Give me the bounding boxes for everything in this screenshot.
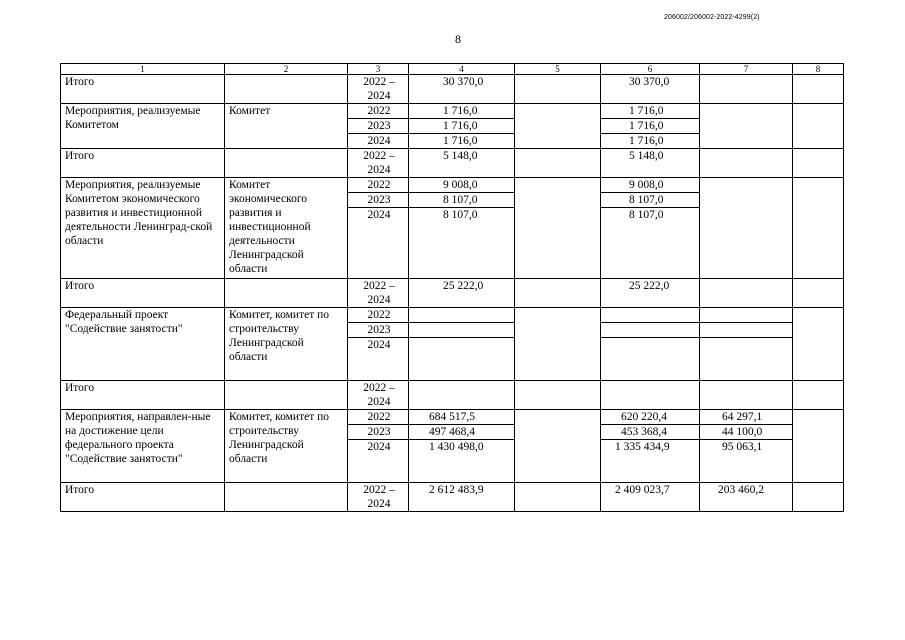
value-regional: 2 409 023,7 xyxy=(601,483,700,512)
col-header-3: 3 xyxy=(348,64,409,75)
value-regional: 1 335 434,9 xyxy=(601,440,700,483)
cell-empty xyxy=(515,410,601,483)
value-total: 1 716,0 xyxy=(409,119,515,134)
year: 2024 xyxy=(348,338,409,381)
col-header-8: 8 xyxy=(793,64,844,75)
value-regional: 453 368,4 xyxy=(601,425,700,440)
year: 2022 xyxy=(348,104,409,119)
value-federal: 95 063,1 xyxy=(700,440,793,483)
cell-empty xyxy=(793,104,844,149)
cell-empty xyxy=(225,149,348,178)
cell-empty xyxy=(700,149,793,178)
cell-empty xyxy=(793,381,844,410)
year-range: 2022 – 2024 xyxy=(348,279,409,308)
executor-label: Комитет, комитет по строительству Ленинградской области xyxy=(225,410,348,483)
cell-empty xyxy=(793,178,844,279)
cell-empty xyxy=(793,483,844,512)
cell-empty xyxy=(793,308,844,381)
year: 2022 xyxy=(348,178,409,193)
cell-empty xyxy=(601,381,700,410)
table-row xyxy=(61,178,844,193)
value-total: 25 222,0 xyxy=(409,279,515,308)
col-header-7: 7 xyxy=(700,64,793,75)
value-total: 1 716,0 xyxy=(409,134,515,149)
cell-empty xyxy=(515,104,601,149)
executor-label: Комитет экономического развития и инвестиционной деятельности Ленинградской области xyxy=(225,178,348,279)
value-regional: 1 716,0 xyxy=(601,104,700,119)
cell-empty xyxy=(515,483,601,512)
cell-empty xyxy=(225,483,348,512)
cell-empty xyxy=(793,279,844,308)
col-header-1: 1 xyxy=(61,64,225,75)
table-row xyxy=(61,410,844,425)
value-total: 30 370,0 xyxy=(409,75,515,104)
table-row xyxy=(61,149,844,178)
cell-empty xyxy=(225,75,348,104)
value-total: 8 107,0 xyxy=(409,208,515,279)
cell-empty xyxy=(515,178,601,279)
cell-empty xyxy=(515,308,601,381)
value-total: 1 716,0 xyxy=(409,104,515,119)
year: 2023 xyxy=(348,323,409,338)
column-number-row xyxy=(61,64,844,75)
col-header-2: 2 xyxy=(225,64,348,75)
cell-empty xyxy=(515,381,601,410)
value-regional: 30 370,0 xyxy=(601,75,700,104)
cell-empty xyxy=(700,75,793,104)
col-header-4: 4 xyxy=(409,64,515,75)
value-federal: 44 100,0 xyxy=(700,425,793,440)
year: 2024 xyxy=(348,208,409,279)
year: 2022 xyxy=(348,410,409,425)
value-regional: 8 107,0 xyxy=(601,208,700,279)
table-row xyxy=(61,75,844,104)
executor-label: Комитет, комитет по строительству Ленинградской области xyxy=(225,308,348,381)
cell-empty xyxy=(700,308,793,323)
col-header-6: 6 xyxy=(601,64,700,75)
value-federal: 203 460,2 xyxy=(700,483,793,512)
year-range: 2022 – 2024 xyxy=(348,149,409,178)
value-regional: 620 220,4 xyxy=(601,410,700,425)
budget-table xyxy=(60,63,844,512)
activity-label: Мероприятия, реализуемые Комитетом xyxy=(61,104,225,149)
table-row xyxy=(61,104,844,119)
value-total: 684 517,5 xyxy=(409,410,515,425)
year: 2024 xyxy=(348,134,409,149)
value-total: 9 008,0 xyxy=(409,178,515,193)
document-id: 206002/206002-2022-4299(2) xyxy=(664,14,760,21)
year: 2024 xyxy=(348,440,409,483)
cell-empty xyxy=(601,308,700,323)
cell-empty xyxy=(409,323,515,338)
cell-empty xyxy=(793,75,844,104)
row-label: Итого xyxy=(61,381,225,410)
value-federal: 64 297,1 xyxy=(700,410,793,425)
activity-label: Федеральный проект "Содействие занятости" xyxy=(61,308,225,381)
value-total: 2 612 483,9 xyxy=(409,483,515,512)
value-total: 5 148,0 xyxy=(409,149,515,178)
row-label: Итого xyxy=(61,483,225,512)
value-regional: 8 107,0 xyxy=(601,193,700,208)
cell-empty xyxy=(793,149,844,178)
value-regional: 9 008,0 xyxy=(601,178,700,193)
cell-empty xyxy=(515,279,601,308)
row-label: Итого xyxy=(61,149,225,178)
cell-empty xyxy=(409,338,515,381)
cell-empty xyxy=(515,149,601,178)
value-regional: 1 716,0 xyxy=(601,119,700,134)
cell-empty xyxy=(601,338,700,381)
cell-empty xyxy=(700,323,793,338)
activity-label: Мероприятия, реализуемые Комитетом экономического развития и инвестиционной деятельности Ленинград-ской области xyxy=(61,178,225,279)
value-total: 497 468,4 xyxy=(409,425,515,440)
cell-empty xyxy=(601,323,700,338)
cell-empty xyxy=(515,75,601,104)
year: 2023 xyxy=(348,193,409,208)
year-range: 2022 – 2024 xyxy=(348,75,409,104)
cell-empty xyxy=(225,279,348,308)
table-row xyxy=(61,279,844,308)
year-range: 2022 – 2024 xyxy=(348,381,409,410)
cell-empty xyxy=(700,104,793,149)
year: 2023 xyxy=(348,119,409,134)
cell-empty xyxy=(793,410,844,483)
row-label: Итого xyxy=(61,75,225,104)
col-header-5: 5 xyxy=(515,64,601,75)
cell-empty xyxy=(700,381,793,410)
year-range: 2022 – 2024 xyxy=(348,483,409,512)
cell-empty xyxy=(700,279,793,308)
cell-empty xyxy=(700,338,793,381)
year: 2022 xyxy=(348,308,409,323)
table-row xyxy=(61,381,844,410)
table-row xyxy=(61,308,844,323)
value-total: 1 430 498,0 xyxy=(409,440,515,483)
page-number: 8 xyxy=(455,32,461,46)
row-label: Итого xyxy=(61,279,225,308)
cell-empty xyxy=(409,381,515,410)
table-row xyxy=(61,483,844,512)
value-regional: 1 716,0 xyxy=(601,134,700,149)
value-regional: 5 148,0 xyxy=(601,149,700,178)
cell-empty xyxy=(225,381,348,410)
activity-label: Мероприятия, направлен-ные на достижение цели федерального проекта "Содействие занятости" xyxy=(61,410,225,483)
value-total: 8 107,0 xyxy=(409,193,515,208)
executor-label: Комитет xyxy=(225,104,348,149)
year: 2023 xyxy=(348,425,409,440)
cell-empty xyxy=(409,308,515,323)
cell-empty xyxy=(700,178,793,279)
value-regional: 25 222,0 xyxy=(601,279,700,308)
